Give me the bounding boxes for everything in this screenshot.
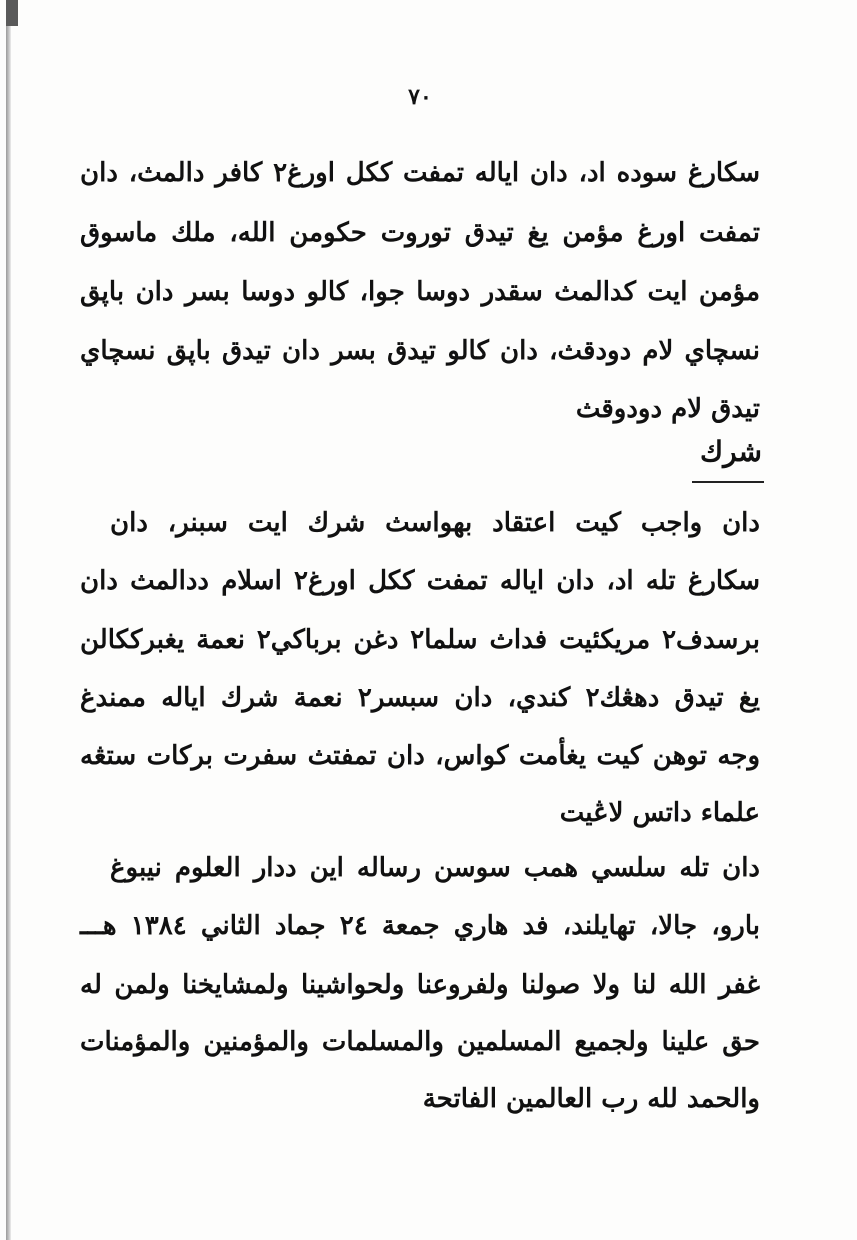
- paragraph-1-line-4: نسچاي لام دودقث، دان كالو تيدق بسر دان تيدق باپق نسچاي: [80, 336, 760, 366]
- paragraph-3-line-2: بارو، جالا، تهايلند، فد هاري جمعة ٢٤ جماد الثاني ١٣٨٤ هـــ: [80, 911, 760, 941]
- paragraph-1-line-1: سكارغ سوده اد، دان اياله تمفت ككل اورغ٢ كافر دالمث، دان: [80, 158, 760, 188]
- paragraph-3-line-3: غفر الله لنا ولا صولنا ولفروعنا ولحواشينا ولمشايخنا ولمن له: [80, 970, 760, 1000]
- paragraph-2-line-6: علماء داتس لاڠيت: [559, 798, 760, 828]
- paragraph-2-line-2: سكارغ تله اد، دان اياله تمفت ككل اورغ٢ اسلام ددالمث دان: [80, 566, 760, 596]
- paragraph-2-line-4: يغ تيدق دهڠك٢ كندي، دان سبسر٢ نعمة شرك اياله ممندغ: [80, 683, 760, 713]
- paragraph-2-line-5: وجه توهن كيت يغأمت كواس، دان تمفتث سفرت بركات ستڠه: [80, 741, 760, 771]
- paragraph-1-line-5: تيدق لام دودوقث: [575, 394, 760, 424]
- section-heading: شرك: [700, 435, 762, 468]
- paragraph-2-line-3: برسدف٢ مريكئيت فداث سلما٢ دغن برباكي٢ نعمة يغبرككالن: [80, 625, 760, 655]
- page-binding-corner: [6, 0, 18, 26]
- paragraph-2-line-1: دان واجب كيت اعتقاد بهواسث شرك ايت سبنر، دان: [110, 508, 760, 538]
- section-heading-underline: [692, 481, 764, 483]
- paragraph-3-line-1: دان تله سلسي همب سوسن رساله اين ددار العلوم نيبوغ: [110, 853, 760, 883]
- page-binding-edge: [6, 0, 11, 1240]
- page-number: ٧٠: [408, 84, 432, 110]
- paragraph-1-line-3: مؤمن ايت كدالمث سقدر دوسا جوا، كالو دوسا بسر دان باپق: [80, 277, 760, 307]
- paragraph-1-line-2: تمفت اورغ مؤمن يغ تيدق توروت حكومن الله، ملك ماسوق: [80, 218, 760, 248]
- paragraph-3-line-5: والحمد لله رب العالمين الفاتحة: [422, 1084, 760, 1114]
- paragraph-3-line-4: حق علينا ولجميع المسلمين والمسلمات والمؤمنين والمؤمنات: [80, 1027, 760, 1057]
